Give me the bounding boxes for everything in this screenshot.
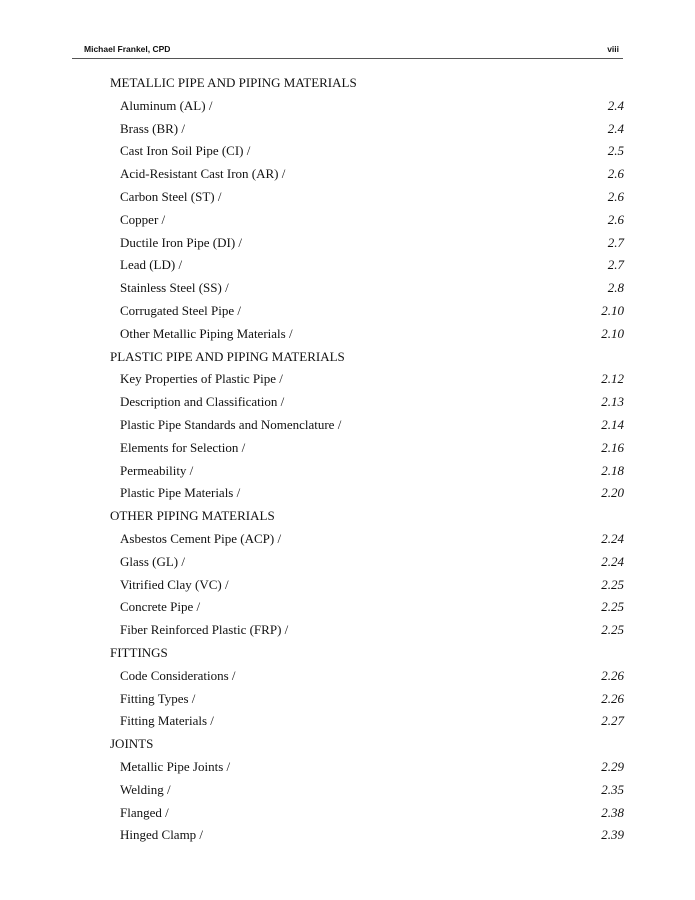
- toc-page-number: 2.16: [601, 439, 624, 455]
- toc-entry[interactable]: [110, 368, 624, 391]
- toc-entry[interactable]: [110, 665, 624, 688]
- toc-entry[interactable]: [110, 140, 624, 163]
- header-author: Michael Frankel, CPD: [84, 44, 171, 54]
- toc-entry-title: Corrugated Steel Pipe /: [120, 302, 241, 318]
- toc-page-number: 2.25: [601, 622, 624, 638]
- toc-entry[interactable]: [110, 710, 624, 733]
- toc-entry-title: Stainless Steel (SS) /: [120, 280, 229, 296]
- toc-page-number: 2.10: [601, 325, 624, 341]
- toc-section-title: OTHER PIPING MATERIALS: [110, 508, 275, 524]
- toc-entry-title: Elements for Selection /: [120, 439, 246, 455]
- toc-section-title: JOINTS: [110, 736, 154, 752]
- toc-entry[interactable]: [110, 118, 624, 141]
- toc-entry-title: Ductile Iron Pipe (DI) /: [120, 234, 243, 250]
- toc-page-number: 2.25: [601, 576, 624, 592]
- toc-entry[interactable]: [110, 186, 624, 209]
- toc-page-number: 2.38: [601, 804, 624, 820]
- toc-entry-title: Concrete Pipe /: [120, 599, 201, 615]
- toc-entry[interactable]: [110, 460, 624, 483]
- toc-page-number: 2.12: [601, 371, 624, 387]
- toc-entry-title: Flanged /: [120, 804, 169, 820]
- toc-entry[interactable]: [110, 528, 624, 551]
- toc-entry-title: Metallic Pipe Joints /: [120, 758, 231, 774]
- toc-page-number: 2.10: [601, 302, 624, 318]
- toc-entry[interactable]: [110, 254, 624, 277]
- toc-page-number: 2.24: [601, 530, 624, 546]
- toc-entry-title: Copper /: [120, 211, 166, 227]
- toc-entry[interactable]: [110, 209, 624, 232]
- header-divider: [72, 58, 623, 59]
- toc-entry[interactable]: [110, 414, 624, 437]
- toc-entry-title: Description and Classification /: [120, 394, 285, 410]
- toc-entry[interactable]: [110, 596, 624, 619]
- toc-page-number: 2.26: [601, 667, 624, 683]
- toc-entry-title: Permeability /: [120, 462, 194, 478]
- toc-entry-title: Brass (BR) /: [120, 120, 185, 136]
- toc-entry-title: Fitting Materials /: [120, 713, 214, 729]
- toc-entry-title: Carbon Steel (ST) /: [120, 188, 222, 204]
- toc-page-number: 2.5: [607, 143, 624, 159]
- page-header: [72, 40, 623, 58]
- toc-entry[interactable]: [110, 482, 624, 505]
- toc-page-number: 2.27: [601, 713, 624, 729]
- toc-entry-title: Asbestos Cement Pipe (ACP) /: [120, 530, 282, 546]
- toc-entry-title: Glass (GL) /: [120, 553, 185, 569]
- toc-page-number: 2.35: [601, 781, 624, 797]
- toc-section-heading: [110, 505, 624, 528]
- toc-entry-title: Acid-Resistant Cast Iron (AR) /: [120, 166, 286, 182]
- toc-page-number: 2.6: [607, 166, 624, 182]
- toc-section-heading: [110, 733, 624, 756]
- toc-page-number: 2.20: [601, 485, 624, 501]
- toc-page-number: 2.7: [607, 257, 624, 273]
- toc-entry[interactable]: [110, 391, 624, 414]
- toc-entry-title: Vitrified Clay (VC) /: [120, 576, 229, 592]
- toc-entry-title: Key Properties of Plastic Pipe /: [120, 371, 283, 387]
- toc-section-heading: [110, 346, 624, 369]
- toc-entry[interactable]: [110, 619, 624, 642]
- toc-entry[interactable]: [110, 756, 624, 779]
- toc-page-number: 2.13: [601, 394, 624, 410]
- toc-entry[interactable]: [110, 300, 624, 323]
- toc-section-heading: [110, 642, 624, 665]
- toc-section-title: FITTINGS: [110, 644, 168, 660]
- toc-page-number: 2.14: [601, 416, 624, 432]
- toc-entry[interactable]: [110, 688, 624, 711]
- toc-page-number: 2.4: [607, 97, 624, 113]
- toc-entry[interactable]: [110, 574, 624, 597]
- toc-entry-title: Lead (LD) /: [120, 257, 183, 273]
- table-of-contents: [110, 72, 624, 847]
- toc-entry[interactable]: [110, 824, 624, 847]
- toc-entry-title: Plastic Pipe Materials /: [120, 485, 241, 501]
- toc-page-number: 2.4: [607, 120, 624, 136]
- toc-entry[interactable]: [110, 437, 624, 460]
- toc-entry[interactable]: [110, 323, 624, 346]
- toc-page-number: 2.39: [601, 827, 624, 843]
- toc-section-heading: [110, 72, 624, 95]
- toc-entry[interactable]: [110, 232, 624, 255]
- toc-page-number: 2.26: [601, 690, 624, 706]
- header-page-number: viii: [607, 44, 619, 54]
- toc-section-title: METALLIC PIPE AND PIPING MATERIALS: [110, 75, 357, 90]
- toc-entry[interactable]: [110, 551, 624, 574]
- toc-entry-title: Fitting Types /: [120, 690, 196, 706]
- toc-page-number: 2.6: [607, 211, 624, 227]
- toc-page-number: 2.24: [601, 553, 624, 569]
- toc-entry[interactable]: [110, 163, 624, 186]
- toc-entry-title: Aluminum (AL) /: [120, 97, 213, 113]
- toc-entry-title: Fiber Reinforced Plastic (FRP) /: [120, 622, 289, 638]
- toc-entry-title: Other Metallic Piping Materials /: [120, 325, 293, 341]
- toc-section-title: PLASTIC PIPE AND PIPING MATERIALS: [110, 348, 345, 364]
- toc-page-number: 2.8: [607, 280, 624, 296]
- toc-entry-title: Cast Iron Soil Pipe (CI) /: [120, 143, 251, 159]
- toc-entry-title: Code Considerations /: [120, 667, 236, 683]
- toc-entry[interactable]: [110, 95, 624, 118]
- toc-page-number: 2.29: [601, 758, 624, 774]
- toc-entry[interactable]: [110, 802, 624, 825]
- toc-entry[interactable]: [110, 277, 624, 300]
- toc-page-number: 2.25: [601, 599, 624, 615]
- toc-entry-title: Plastic Pipe Standards and Nomenclature /: [120, 416, 342, 432]
- toc-page-number: 2.7: [607, 234, 624, 250]
- toc-entry-title: Welding /: [120, 781, 171, 797]
- toc-page-number: 2.18: [601, 462, 624, 478]
- toc-entry[interactable]: [110, 779, 624, 802]
- toc-page-number: 2.6: [607, 188, 624, 204]
- toc-entry-title: Hinged Clamp /: [120, 827, 204, 843]
